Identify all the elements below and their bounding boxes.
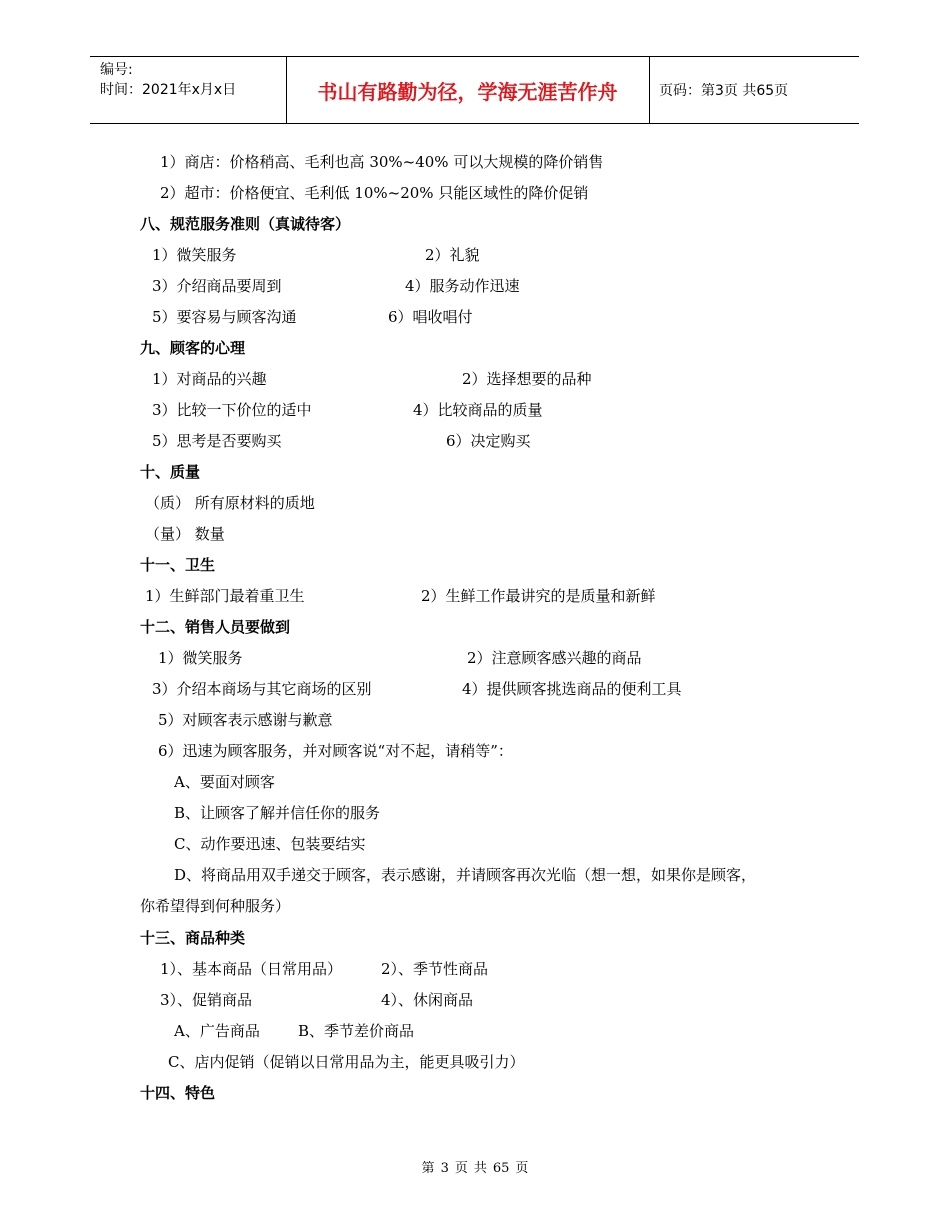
list-item: 1）生鲜部门最着重卫生 — [145, 587, 305, 605]
list-item: 1）微笑服务 — [152, 246, 237, 264]
list-item: 2）注意顾客感兴趣的商品 — [467, 649, 642, 667]
list-item: 2）礼貌 — [425, 246, 480, 264]
header-page-info: 页码：第3页 共65页 — [659, 83, 789, 99]
page-header — [90, 56, 859, 124]
list-item: 5）对顾客表示感谢与歉意 — [158, 711, 333, 729]
sub-item: C、动作要迅速、包装要结实 — [174, 835, 366, 853]
list-item: 6）迅速为顾客服务，并对顾客说“对不起，请稍等”： — [158, 742, 513, 760]
sub-item: A、广告商品 — [174, 1022, 260, 1040]
list-item: 5）思考是否要购买 — [152, 432, 282, 450]
list-item: 5）要容易与顾客沟通 — [152, 308, 297, 326]
section-heading: 十三、商品种类 — [140, 929, 246, 947]
list-item: 3）介绍商品要周到 — [152, 277, 282, 295]
footer-word: 页 — [515, 1161, 529, 1176]
list-item: 1）对商品的兴趣 — [152, 370, 267, 388]
section-heading: 十一、卫生 — [140, 556, 216, 574]
sub-item: D、将商品用双手递交于顾客，表示感谢，并请顾客再次光临（想一想，如果你是顾客， — [174, 866, 757, 884]
list-item: 6）唱收唱付 — [388, 308, 473, 326]
list-item: 4）服务动作迅速 — [405, 277, 520, 295]
list-item: 6）决定购买 — [446, 432, 531, 450]
time-label: 时间：2021年x月x日 — [100, 82, 237, 98]
text-line: 1）商店：价格稍高、毛利也高 30%~40% 可以大规模的降价销售 — [160, 153, 604, 171]
text-line: 2）超市：价格便宜、毛利低 10%~20% 只能区域性的降价促销 — [160, 184, 589, 202]
page-footer — [0, 1157, 950, 1176]
list-item: 3）比较一下价位的适中 — [152, 401, 312, 419]
list-item: （质） 所有原材料的质地 — [145, 494, 315, 512]
footer-word: 第 — [421, 1161, 435, 1176]
list-item: 4）、休闲商品 — [381, 991, 474, 1009]
list-item: 4）提供顾客挑选商品的便利工具 — [462, 680, 682, 698]
footer-word: 页 — [454, 1161, 468, 1176]
section-heading: 十四、特色 — [140, 1084, 216, 1102]
section-heading: 十、质量 — [140, 463, 201, 481]
header-divider — [649, 57, 650, 123]
list-item: （量） 数量 — [145, 525, 225, 543]
section-heading: 九、顾客的心理 — [140, 339, 246, 357]
header-meta — [100, 60, 236, 100]
sub-item: C、店内促销（促销以日常用品为主，能更具吸引力） — [168, 1053, 525, 1071]
list-item: 2）、季节性商品 — [381, 960, 489, 978]
list-item: 2）生鲜工作最讲究的是质量和新鲜 — [421, 587, 656, 605]
sub-item: B、季节差价商品 — [298, 1022, 415, 1040]
list-item: 3）、促销商品 — [160, 991, 253, 1009]
footer-page-number: 3 — [440, 1161, 449, 1176]
section-heading: 十二、销售人员要做到 — [140, 618, 291, 636]
header-motto: 书山有路勤为径，学海无涯苦作舟 — [317, 79, 618, 104]
list-item: 3）介绍本商场与其它商场的区别 — [152, 680, 372, 698]
footer-total-pages: 65 — [492, 1161, 510, 1176]
section-heading: 八、规范服务准则（真诚待客） — [140, 215, 351, 233]
number-label: 编号: — [100, 62, 133, 78]
footer-word: 共 — [473, 1161, 487, 1176]
list-item: 4）比较商品的质量 — [413, 401, 543, 419]
list-item: 1）、基本商品（日常用品） — [160, 960, 343, 978]
sub-item: B、让顾客了解并信任你的服务 — [174, 804, 381, 822]
sub-item: A、要面对顾客 — [174, 773, 275, 791]
sub-item-continuation: 你希望得到何种服务） — [140, 897, 291, 915]
list-item: 2）选择想要的品种 — [462, 370, 592, 388]
list-item: 1）微笑服务 — [158, 649, 243, 667]
